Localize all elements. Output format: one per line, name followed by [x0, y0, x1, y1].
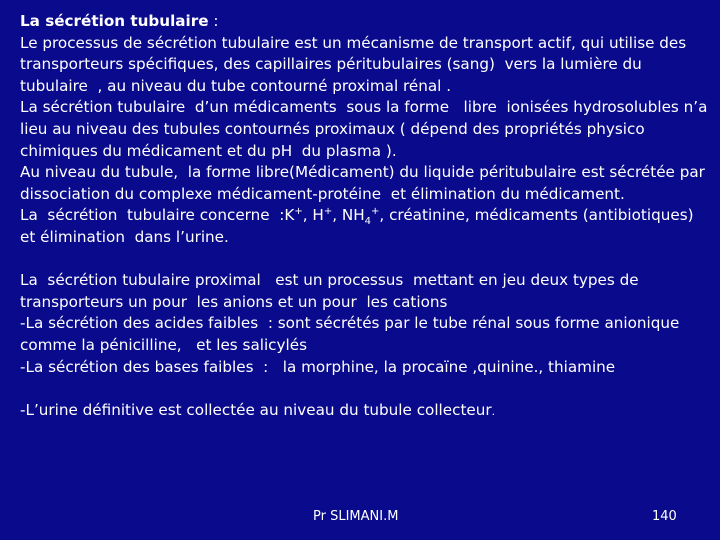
paragraph-urine — [20, 400, 710, 423]
nh4-subscript: 4 — [364, 216, 372, 228]
paragraph-weak-bases: -La sécrétion des bases faibles : la morphine, la procaïne ,quinine., thiamine — [20, 357, 616, 376]
ions-text-c: , NH — [332, 206, 365, 225]
ions-text-b: , H — [302, 206, 324, 225]
spacer — [20, 378, 710, 400]
paragraph-transporters: La sécrétion tubulaire proximal est un processus mettant en jeu deux types de transporteurs un pour les anions et un pour les cations — [20, 271, 644, 311]
ions-text-a: La sécrétion tubulaire concerne :K — [20, 206, 295, 225]
paragraph-ions — [20, 205, 710, 248]
urine-period: . — [491, 404, 496, 418]
title-colon: : — [208, 12, 219, 30]
spacer — [20, 249, 710, 271]
paragraph-free-form: La sécrétion tubulaire d’un médicaments sous la forme libre ionisées hydrosolubles n’a lieu au niveau des tubules contournés proximaux ( dépend des propriétés physico chimiques du médicament et du pH du plasma ). — [20, 98, 713, 160]
paragraph-weak-acids: -La sécrétion des acides faibles : sont sécrétés par le tube rénal sous forme anionique comme la pénicilline, et les salicylés — [20, 314, 685, 354]
slide-content — [20, 11, 715, 422]
paragraph-process: Le processus de sécrétion tubulaire est un mécanisme de transport actif, qui utilise des transporteurs spécifiques, des capillaires péritubulaires (sang) vers la lumière du tubulaire , au niveau du tube contourné proximal rénal . — [20, 33, 692, 95]
footer-author: Pr SLIMANI.M — [313, 509, 399, 524]
nh4-charge: + — [371, 206, 380, 218]
paragraph-tubule: Au niveau du tubule, la forme libre(Médicament) du liquide péritubulaire est sécrétée par dissociation du complexe médicament-protéine et élimination du médicament. — [20, 163, 715, 203]
urine-text: -L’urine définitive est collectée au niveau du tubule collecteur — [20, 400, 492, 419]
heading-line — [20, 11, 710, 33]
slide-title: La sécrétion tubulaire — [20, 12, 209, 30]
k-charge: + — [294, 206, 303, 218]
page-number: 140 — [652, 509, 677, 524]
h-charge: + — [323, 206, 333, 218]
ions-text-d: , créatinine, médicaments (antibiotiques) et élimination dans l’urine. — [20, 206, 699, 246]
